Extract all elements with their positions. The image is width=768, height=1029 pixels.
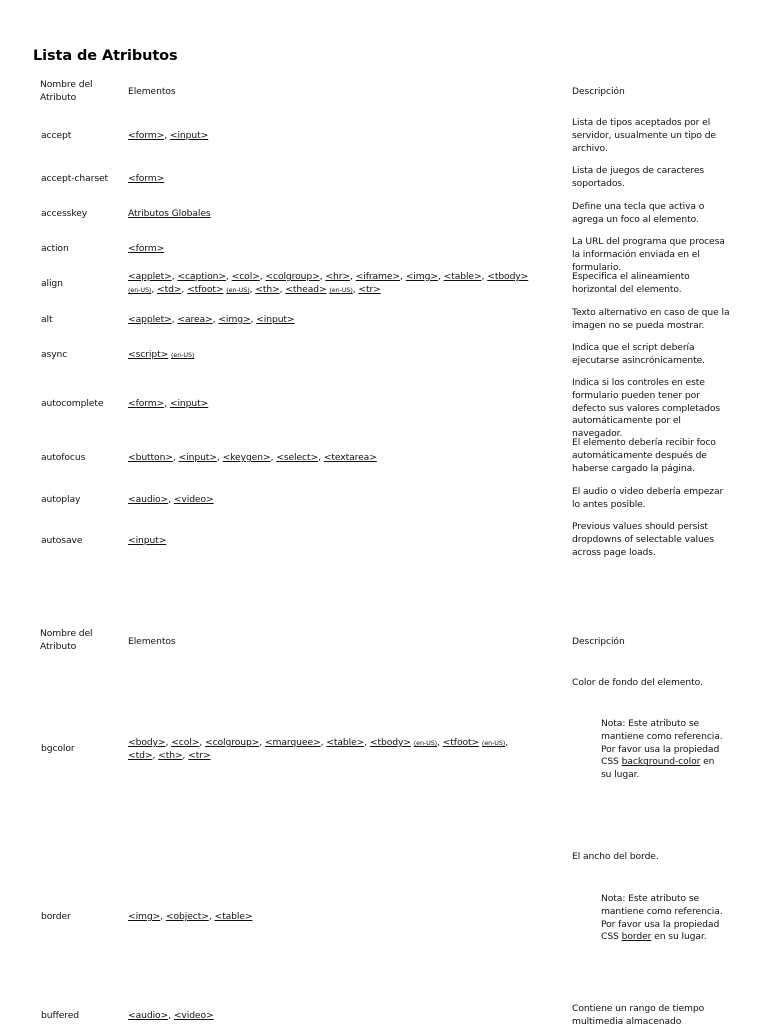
element-link[interactable]: <table> — [326, 737, 365, 748]
element-link[interactable]: <colgroup> — [265, 271, 320, 282]
element-links: <img>, <object>, <table> — [128, 911, 253, 922]
attribute-description: Texto alternativo en caso de que la imagen no se pueda mostrar. — [572, 307, 730, 331]
attribute-name: bgcolor — [41, 743, 75, 754]
attribute-description: El audio o video debería empezar lo antes posible. — [572, 486, 724, 510]
attribute-name: autosave — [41, 535, 83, 546]
element-link[interactable]: <thead> — [285, 283, 327, 295]
element-link[interactable]: <th> — [158, 749, 183, 761]
attribute-name: async — [41, 349, 68, 360]
attribute-description: Indica si los controles en este formulario pueden tener por defecto sus valores completados automáticamente por el navegador. — [572, 377, 721, 440]
attribute-description: El ancho del borde. — [572, 851, 659, 862]
element-link[interactable]: <td> — [156, 283, 182, 295]
attribute-description: La URL del programa que procesa la información enviada en el formulario. — [572, 236, 725, 273]
element-link[interactable]: <img> — [128, 911, 161, 922]
element-link[interactable]: <tfoot> — [442, 737, 480, 748]
element-link[interactable]: <img> — [218, 314, 251, 325]
element-link[interactable]: <table> — [443, 271, 482, 282]
element-link[interactable]: <input> — [256, 314, 295, 325]
locale-tag[interactable]: (en-US) — [413, 739, 438, 747]
element-link[interactable]: <th> — [255, 283, 280, 295]
attribute-name: border — [41, 911, 71, 922]
element-link[interactable]: <hr> — [325, 271, 350, 282]
element-link[interactable]: <input> — [178, 452, 217, 463]
element-links — [128, 535, 538, 548]
attribute-description: Especifica el alineamiento horizontal del elemento. — [572, 271, 690, 295]
element-link[interactable]: <tbody> — [487, 271, 529, 282]
element-link[interactable]: <tr> — [358, 283, 381, 295]
locale-tag[interactable]: (en-US) — [481, 739, 506, 747]
element-link[interactable]: <table> — [214, 911, 253, 922]
element-link[interactable]: <tfoot> — [187, 283, 224, 295]
element-links — [128, 349, 538, 362]
global-attributes-link[interactable]: Atributos Globales — [128, 208, 211, 219]
attribute-description: Lista de juegos de caracteres soportados. — [572, 165, 705, 189]
element-links — [128, 173, 538, 186]
attribute-name: autocomplete — [41, 398, 104, 409]
attribute-name: alt — [41, 314, 53, 325]
element-link[interactable]: <form> — [128, 398, 165, 409]
element-link[interactable]: <marquee> — [264, 737, 321, 748]
element-link[interactable]: <colgroup> — [204, 737, 260, 748]
page-title: Lista de Atributos — [33, 48, 178, 64]
element-link[interactable]: <video> — [173, 494, 214, 505]
element-links: <audio>, <video> — [128, 494, 214, 505]
element-link[interactable]: <td> — [128, 749, 153, 761]
element-link[interactable]: <audio> — [128, 1010, 169, 1021]
css-property-link[interactable]: border — [621, 931, 652, 943]
element-link[interactable]: <applet> — [128, 314, 172, 325]
locale-tag[interactable]: (en-US) — [171, 351, 195, 359]
attribute-description: Contiene un rango de tiempo multimedia almacenado — [572, 1003, 705, 1027]
element-link[interactable]: <select> — [276, 452, 319, 463]
locale-tag[interactable]: (en-US) — [128, 285, 152, 294]
attribute-description: Color de fondo del elemento. — [572, 677, 703, 688]
attribute-description: Previous values should persist dropdowns of selectable values across page loads. — [572, 521, 714, 558]
element-link[interactable]: <object> — [165, 911, 209, 922]
element-link[interactable]: <keygen> — [222, 452, 271, 463]
attribute-name: autofocus — [41, 452, 86, 463]
column-header-name: Nombre del Atributo — [40, 628, 93, 652]
deprecation-note: Nota: Este atributo se mantiene como referencia. Por favor usa la propiedad CSS border en su lugar. — [601, 893, 723, 943]
element-link[interactable]: <tbody> — [369, 737, 411, 748]
locale-tag[interactable]: (en-US) — [329, 285, 353, 294]
element-links: <form>, <input> — [128, 398, 209, 409]
element-link[interactable]: <area> — [177, 314, 213, 325]
attribute-name: action — [41, 243, 69, 254]
column-header-description: Descripción — [572, 86, 625, 97]
element-links — [128, 208, 538, 221]
element-link[interactable]: <col> — [171, 737, 200, 748]
element-links — [128, 243, 538, 256]
element-link[interactable]: <textarea> — [323, 452, 377, 463]
element-link[interactable]: <caption> — [177, 271, 226, 282]
element-link[interactable]: <input> — [169, 130, 209, 141]
attribute-name: accept-charset — [41, 173, 109, 184]
locale-tag[interactable]: (en-US) — [226, 285, 250, 294]
column-header-elements: Elementos — [128, 636, 176, 647]
element-link[interactable]: <script> — [128, 349, 169, 360]
column-header-name: Nombre del Atributo — [40, 79, 93, 103]
attribute-description: Indica que el script debería ejecutarse asincrónicamente. — [572, 342, 705, 366]
element-link[interactable]: <tr> — [188, 749, 211, 761]
element-links: <audio>, <video> — [128, 1010, 214, 1021]
column-header-description: Descripción — [572, 636, 625, 647]
element-link[interactable]: <input> — [169, 398, 209, 409]
element-link[interactable]: <img> — [405, 271, 438, 282]
element-link[interactable]: <applet> — [128, 271, 172, 282]
attribute-description: Define una tecla que activa o agrega un foco al elemento. — [572, 201, 705, 225]
element-link[interactable]: <form> — [128, 173, 165, 184]
element-link[interactable]: <audio> — [128, 494, 169, 505]
element-link[interactable]: <form> — [128, 130, 165, 141]
element-link[interactable]: <col> — [231, 271, 260, 282]
element-links: <form>, <input> — [128, 130, 209, 141]
css-property-link[interactable]: background-color — [621, 756, 701, 768]
attribute-name: accesskey — [41, 208, 88, 219]
deprecation-note: Nota: Este atributo se mantiene como referencia. Por favor usa la propiedad CSS background-color en su lugar. — [601, 718, 723, 781]
element-link[interactable]: <iframe> — [355, 271, 401, 282]
element-link[interactable]: <button> — [128, 452, 173, 463]
attribute-description: El elemento debería recibir foco automáticamente después de haberse cargado la página. — [572, 437, 716, 474]
element-links: <body>, <col>, <colgroup>, <marquee>, <table>, <tbody> (en-US), <tfoot> (en-US), <td>, <th>, <tr> — [128, 737, 509, 761]
element-link[interactable]: <form> — [128, 243, 165, 254]
column-header-elements: Elementos — [128, 86, 176, 97]
attribute-name: buffered — [41, 1010, 80, 1021]
attribute-name: accept — [41, 130, 72, 141]
element-link[interactable]: <video> — [173, 1010, 214, 1021]
attribute-name: align — [41, 278, 63, 289]
element-links: <applet>, <caption>, <col>, <colgroup>, <hr>, <iframe>, <img>, <table>, <tbody> (en-US), <td>, <tfoot> (en-US), <th>, <thead> (en-US), <tr> — [128, 271, 529, 295]
element-link[interactable]: <input> — [128, 535, 167, 546]
element-link[interactable]: <body> — [128, 737, 166, 748]
attribute-description: Lista de tipos aceptados por el servidor, usualmente un tipo de archivo. — [572, 117, 716, 154]
element-links: <button>, <input>, <keygen>, <select>, <textarea> — [128, 452, 377, 463]
attribute-name: autoplay — [41, 494, 81, 505]
element-links: <applet>, <area>, <img>, <input> — [128, 314, 295, 325]
